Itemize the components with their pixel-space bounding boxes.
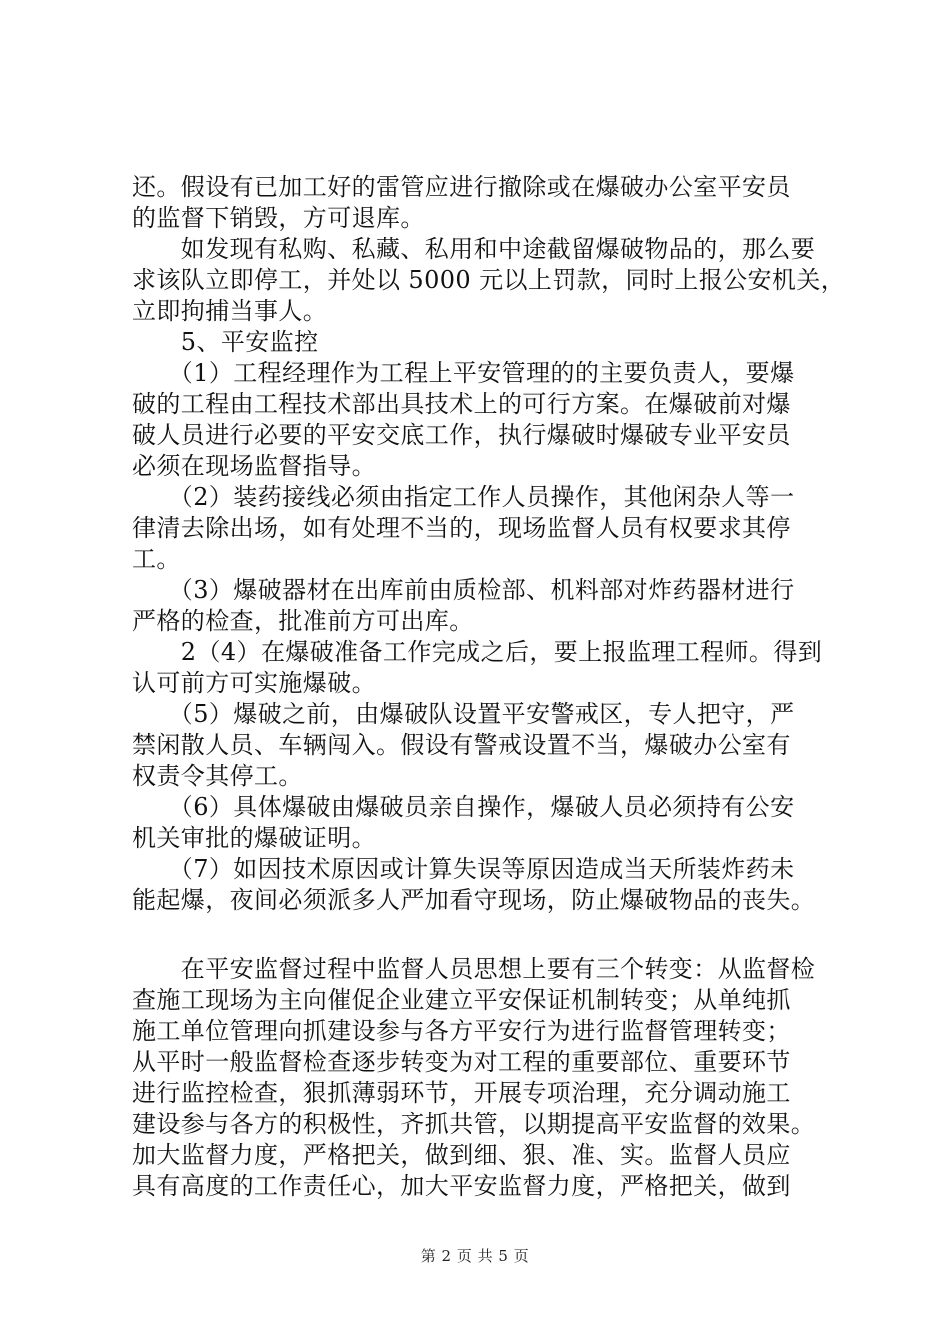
text-line: 的监督下销毁，方可退库。 — [132, 204, 425, 232]
text-line: 权责令其停工。 — [132, 762, 303, 790]
text-line: （6）具体爆破由爆破员亲自操作，爆破人员必须持有公安 — [132, 793, 795, 821]
document-body — [132, 172, 846, 1202]
text-line: （2）装药接线必须由指定工作人员操作，其他闲杂人等一 — [132, 483, 795, 511]
text-line: 查施工现场为主向催促企业建立平安保证机制转变；从单纯抓 — [132, 986, 791, 1014]
text-line: 进行监控检查，狠抓薄弱环节，开展专项治理，充分调动施工 — [132, 1079, 791, 1107]
text-line: 加大监督力度，严格把关，做到细、狠、准、实。监督人员应 — [132, 1141, 791, 1169]
text-line: 施工单位管理向抓建设参与各方平安行为进行监督管理转变； — [132, 1017, 791, 1045]
text-line: 必须在现场监督指导。 — [132, 452, 376, 480]
text-line: 在平安监督过程中监督人员思想上要有三个转变：从监督检 — [132, 955, 816, 983]
text-line: （7）如因技术原因或计算失误等原因造成当天所装炸药未 — [132, 855, 795, 883]
text-line: 建设参与各方的积极性，齐抓共管，以期提高平安监督的效果。 — [132, 1110, 816, 1138]
text-line: 如发现有私购、私藏、私用和中途截留爆破物品的，那么要 — [132, 235, 816, 263]
text-line: 律清去除出场，如有处理不当的，现场监督人员有权要求其停 — [132, 514, 791, 542]
text-line: 严格的检查，批准前方可出库。 — [132, 607, 474, 635]
text-line: 破人员进行必要的平安交底工作，执行爆破时爆破专业平安员 — [132, 421, 791, 449]
text-line: 认可前方可实施爆破。 — [132, 669, 376, 697]
page-footer: 第 2 页 共 5 页 — [420, 1247, 530, 1265]
section-heading: 5、平安监控 — [132, 328, 319, 356]
text-line: 从平时一般监督检查逐步转变为对工程的重要部位、重要环节 — [132, 1048, 791, 1076]
text-line: 求该队立即停工，并处以 5000 元以上罚款，同时上报公安机关， — [132, 266, 846, 294]
text-line: 工。 — [132, 545, 181, 573]
text-line: 立即拘捕当事人。 — [132, 297, 328, 325]
text-line: （1）工程经理作为工程上平安管理的的主要负责人，要爆 — [132, 359, 795, 387]
text-line: （5）爆破之前，由爆破队设置平安警戒区，专人把守，严 — [132, 700, 795, 728]
text-line: （3）爆破器材在出库前由质检部、机料部对炸药器材进行 — [132, 576, 795, 604]
text-line: 2（4）在爆破准备工作完成之后，要上报监理工程师。得到 — [132, 638, 823, 666]
text-line: 破的工程由工程技术部出具技术上的可行方案。在爆破前对爆 — [132, 390, 791, 418]
text-line: 还。假设有已加工好的雷管应进行撤除或在爆破办公室平安员 — [132, 173, 791, 201]
text-line: 具有高度的工作责任心，加大平安监督力度，严格把关，做到 — [132, 1172, 791, 1200]
paragraph-gap — [132, 916, 832, 954]
text-line: 机关审批的爆破证明。 — [132, 824, 376, 852]
text-line: 禁闲散人员、车辆闯入。假设有警戒设置不当，爆破办公室有 — [132, 731, 791, 759]
text-line: 能起爆，夜间必须派多人严加看守现场，防止爆破物品的丧失。 — [132, 886, 816, 914]
